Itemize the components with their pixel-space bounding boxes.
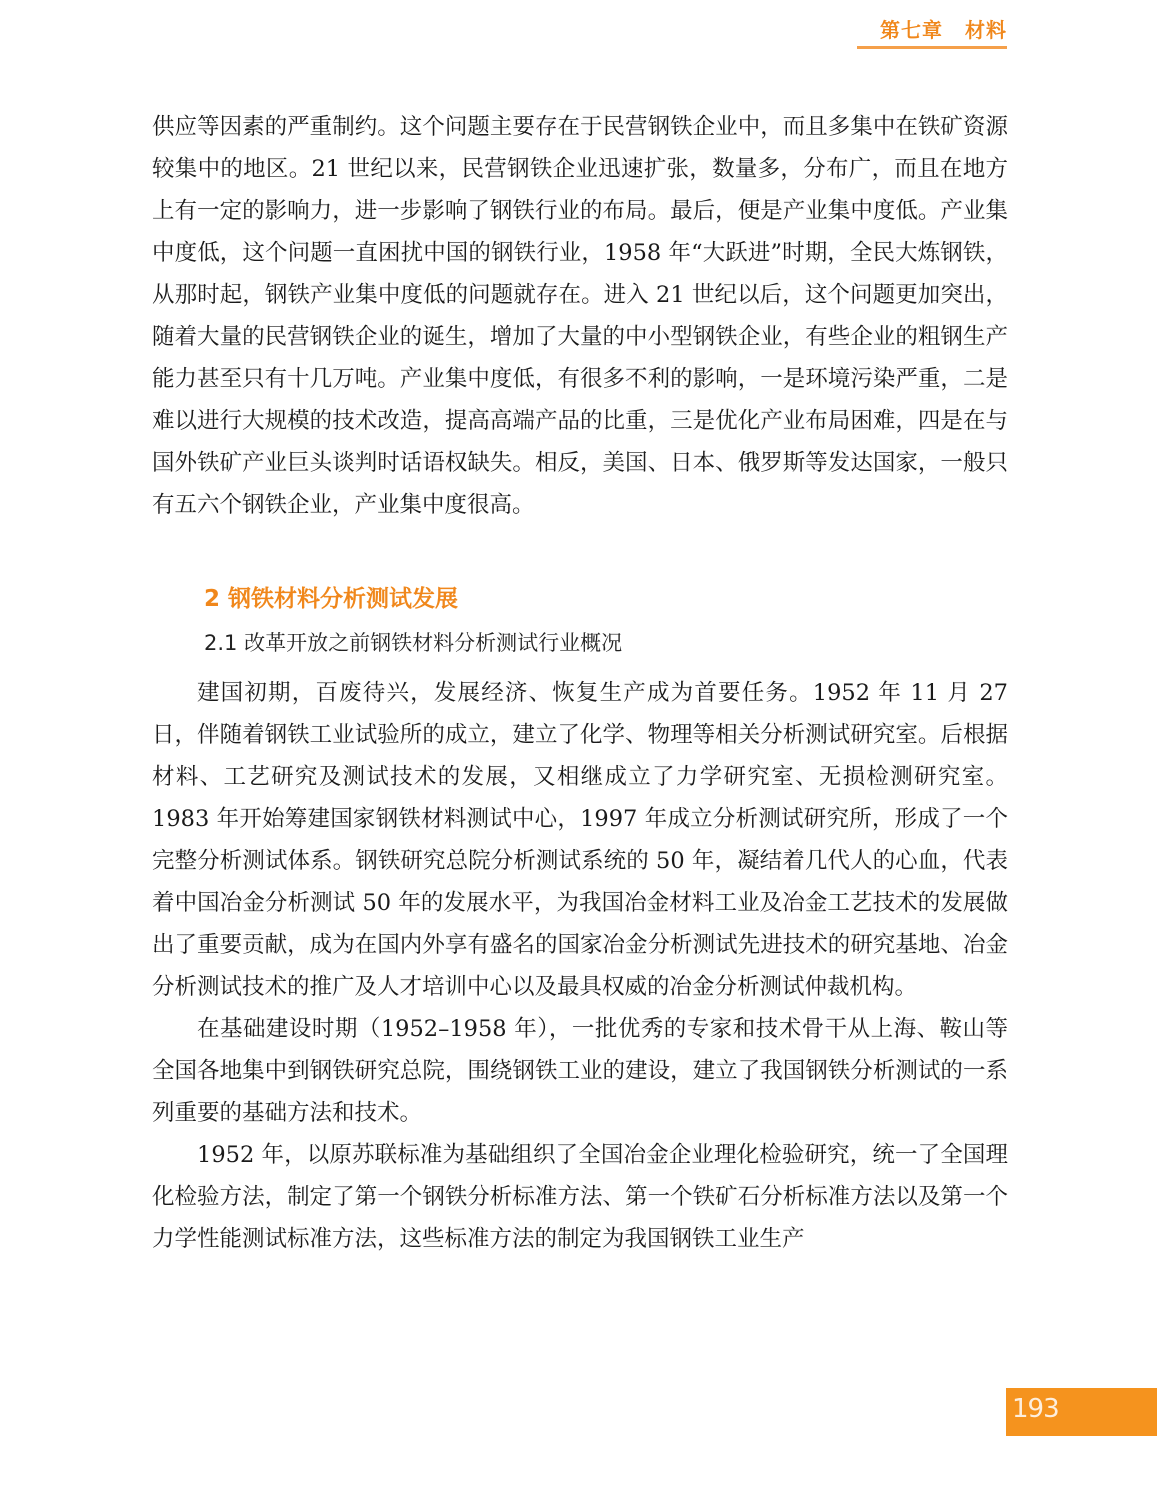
body-paragraph: 建国初期，百废待兴，发展经济、恢复生产成为首要任务。1952 年 11 月 27 日，伴随着钢铁工业试验所的成立，建立了化学、物理等相关分析测试研究室。后根据材料、工艺研究及测试技术的发展，又相继成立了力学研究室、无损检测研究室。1983 年开始筹建国家钢铁材料测试中心，1997 年成立分析测试研究所，形成了一个完整分析测试体系。钢铁研究总院分析测试系统的 50 年，凝结着几代人的心血，代表着中国冶金分析测试 50 年的发展水平，为我国冶金材料工业及冶金工艺技术的发展做出了重要贡献，成为在国内外享有盛名的国家冶金分析测试先进技术的研究基地、冶金分析测试技术的推广及人才培训中心以及最具权威的冶金分析测试仲裁机构。: [152, 680, 1008, 1000]
header-rule: [857, 46, 1007, 49]
page-number-badge: [1006, 1388, 1157, 1436]
body-paragraph: 在基础建设时期（1952–1958 年），一批优秀的专家和技术骨干从上海、鞍山等全国各地集中到钢铁研究总院，围绕钢铁工业的建设，建立了我国钢铁分析测试的一系列重要的基础方法和技术。: [152, 1016, 1008, 1126]
page-number: 193: [1012, 1394, 1059, 1424]
page-body: [152, 106, 1008, 1260]
chapter-topic: 材料: [965, 18, 1007, 42]
chapter-label: 第七章: [880, 18, 943, 42]
chapter-header: [880, 14, 1007, 43]
body-paragraph: 供应等因素的严重制约。这个问题主要存在于民营钢铁企业中，而且多集中在铁矿资源较集中的地区。21 世纪以来，民营钢铁企业迅速扩张，数量多，分布广，而且在地方上有一定的影响力，进一步影响了钢铁行业的布局。最后，便是产业集中度低。产业集中度低，这个问题一直困扰中国的钢铁行业，1958 年“大跃进”时期，全民大炼钢铁，从那时起，钢铁产业集中度低的问题就存在。进入 21 世纪以后，这个问题更加突出，随着大量的民营钢铁企业的诞生，增加了大量的中小型钢铁企业，有些企业的粗钢生产能力甚至只有十几万吨。产业集中度低，有很多不利的影响，一是环境污染严重，二是难以进行大规模的技术改造，提高高端产品的比重，三是优化产业布局困难，四是在与国外铁矿产业巨头谈判时话语权缺失。相反，美国、日本、俄罗斯等发达国家，一般只有五六个钢铁企业，产业集中度很高。: [152, 114, 1008, 518]
subsection-title: 2.1 改革开放之前钢铁材料分析测试行业概况: [204, 631, 623, 655]
section-title: 2 钢铁材料分析测试发展: [204, 586, 459, 612]
body-paragraph: 1952 年，以原苏联标准为基础组织了全国冶金企业理化检验研究，统一了全国理化检验方法，制定了第一个钢铁分析标准方法、第一个铁矿石分析标准方法以及第一个力学性能测试标准方法，这些标准方法的制定为我国钢铁工业生产: [152, 1142, 1008, 1252]
